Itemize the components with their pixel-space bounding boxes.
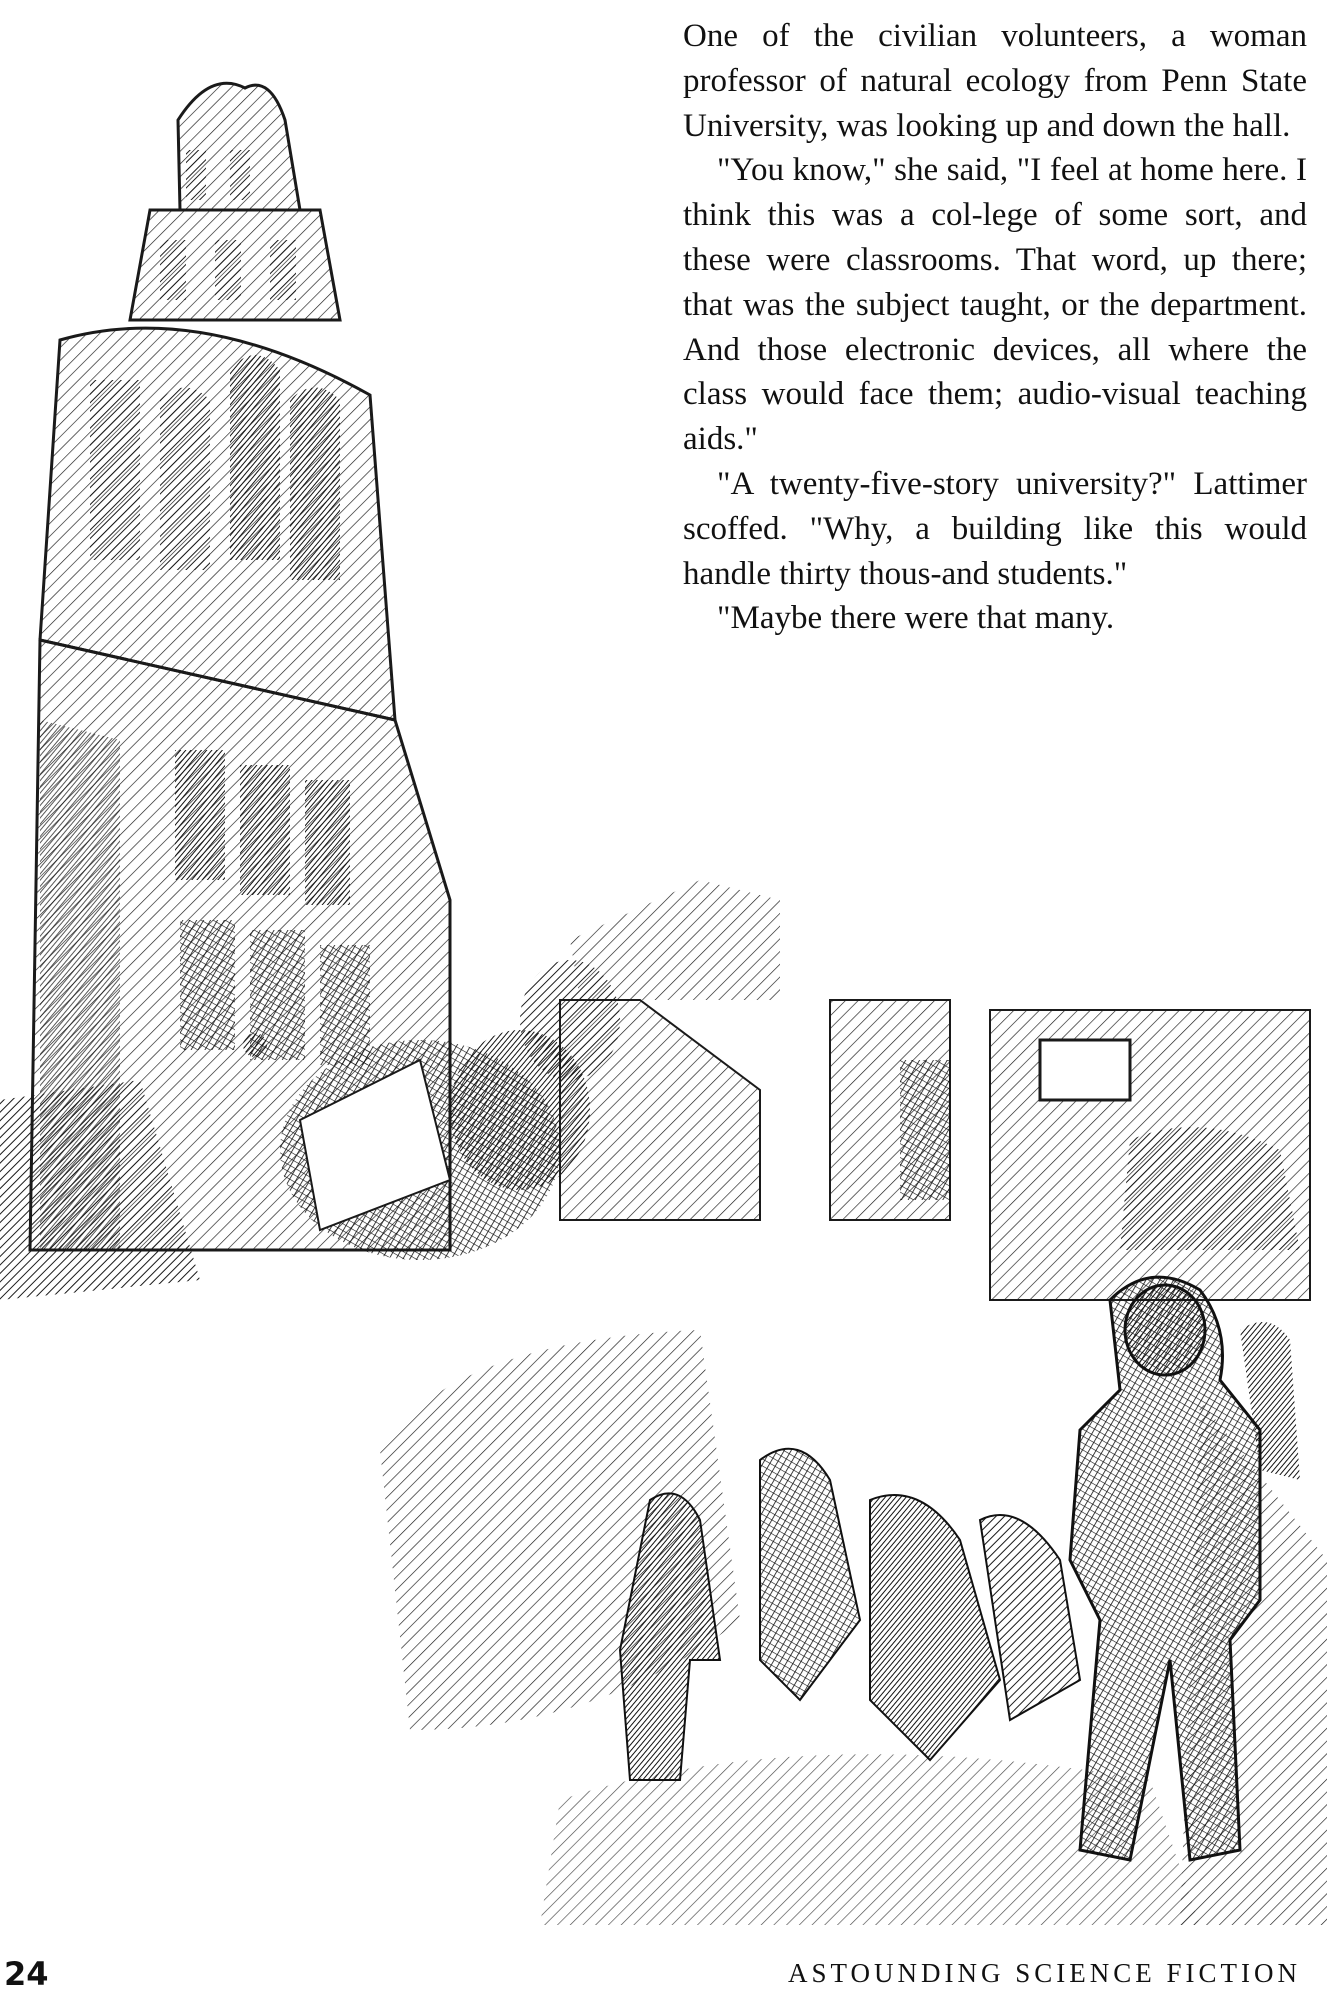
- paragraph-1: One of the civilian volunteers, a woman professor of natural ecology from Penn State University, was looking up and down the hall.: [683, 18, 1307, 144]
- paragraph-2: "You know," she said, "I feel at home here. I think this was a col-lege of some sort, and these were classrooms. That word, up there; that was the subject taught, or the department. And those electronic devices, all where the class would face them; audio-visual teaching aids.": [683, 152, 1307, 458]
- story-text: [683, 14, 1307, 641]
- magazine-title-footer: ASTOUNDING SCIENCE FICTION: [787, 1958, 1301, 1988]
- page-number: 24: [4, 1955, 49, 1993]
- tower-spire: [130, 83, 340, 320]
- distant-buildings: [560, 880, 1310, 1300]
- paragraph-3: "A twenty-five-story university?" Lattimer scoffed. "Why, a building like this would handle thirty thous-and students.": [683, 465, 1307, 592]
- paragraph-4: "Maybe there were that many.: [717, 600, 1115, 637]
